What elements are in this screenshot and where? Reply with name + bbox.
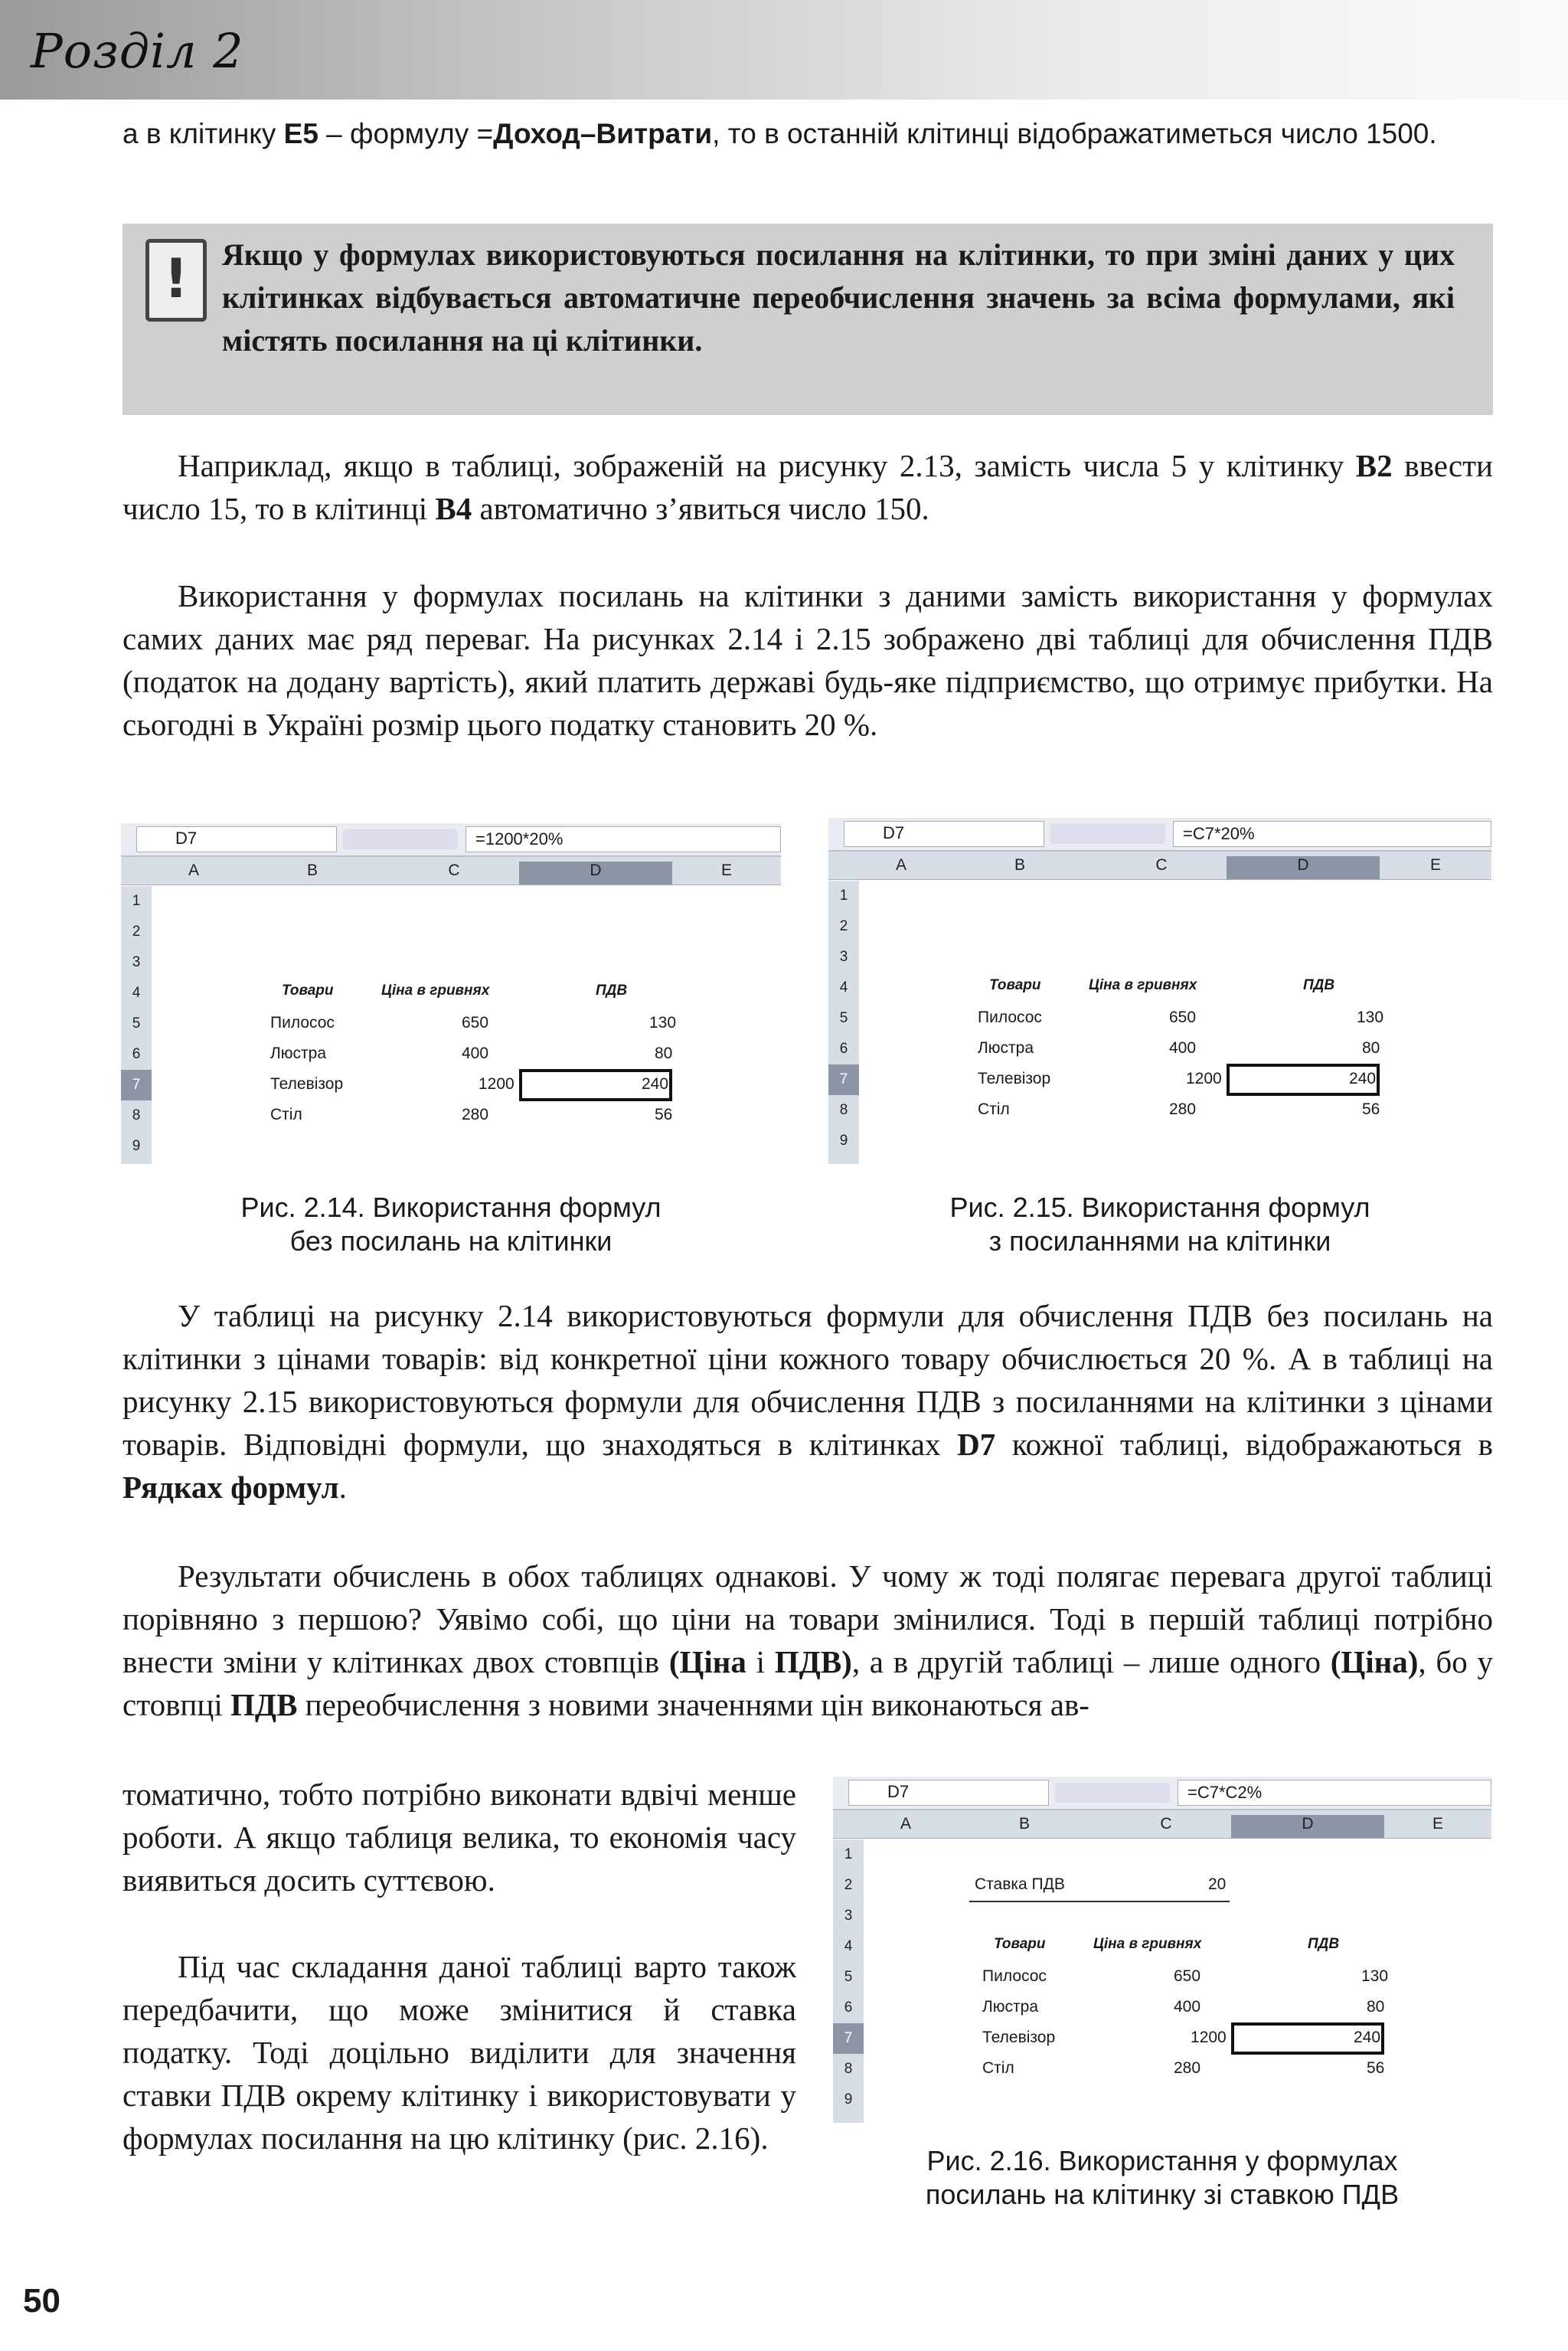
note-text: Якщо у формулах використовуються посилання на клітинки, то при зміні даних у цих клітинках відбувається автоматичне переобчислення значень за всіма формулами, які містять посилання на ці клітинки. — [222, 237, 1455, 358]
table-cell[interactable]: 280 — [1169, 1100, 1197, 1118]
row-header[interactable]: 1 — [839, 888, 848, 904]
row-header[interactable]: 6 — [844, 1999, 853, 2016]
row-header[interactable]: 3 — [132, 954, 141, 970]
paragraph-tax-rate: Під час складання даної таблиці варто також передбачити, що може змінитися й ставка податку. Тоді доцільно виділити для значення ставки ПДВ окрему клітинку і використовувати у формулах посилання на цю клітинку (рис. 2.16). — [122, 1949, 796, 2156]
row-header[interactable]: 3 — [839, 949, 848, 965]
column-header[interactable]: D — [1227, 856, 1380, 879]
table-cell[interactable]: 80 — [1367, 1998, 1385, 2016]
column-header[interactable]: D — [1231, 1815, 1384, 1838]
table-cell[interactable]: Ціна в гривнях — [1093, 1936, 1202, 1952]
table-cell[interactable]: Стіл — [270, 1106, 302, 1123]
name-box[interactable]: D7 — [848, 1780, 1049, 1806]
row-header[interactable]: 9 — [839, 1133, 848, 1149]
table-cell[interactable]: Стіл — [978, 1100, 1010, 1118]
spreadsheet-fig-2-16 — [833, 1777, 1491, 2123]
table-cell[interactable]: 20 — [1208, 1875, 1227, 1893]
column-header[interactable]: E — [720, 862, 732, 879]
row-header[interactable]: 5 — [132, 1015, 141, 1032]
row-header[interactable]: 4 — [839, 979, 848, 996]
row-header[interactable]: 8 — [844, 2061, 853, 2077]
row-header[interactable]: 8 — [839, 1102, 848, 1118]
paragraph-intro: а в клітинку Е5 – формулу =Доход–Витрати, то в останній клітинці відображатиметься число 1500. — [122, 118, 1437, 149]
paragraph-results: Результати обчислень в обох таблицях однакові. У чому ж тоді полягає перевага другої таблиці порівняно з першою? Уявімо собі, що ціни на товари змінилися. Тоді в першій таблиці потрібно внести зміни у клітинках двох стовпців (Ціна і ПДВ), а в другій таблиці – лише одного (Ціна), бо у стовпці ПДВ переобчислення з новими значеннями цін виконаються ав- — [122, 1558, 1493, 1722]
table-cell[interactable]: 130 — [1361, 1967, 1389, 1985]
table-cell[interactable]: 80 — [655, 1045, 673, 1062]
table-cell[interactable]: 240 — [1354, 2029, 1381, 2046]
table-cell[interactable]: 56 — [1367, 2059, 1385, 2077]
chapter-title: Розділ 2 — [31, 23, 244, 79]
fx-icon[interactable] — [343, 829, 458, 849]
table-cell[interactable]: 1200 — [1191, 2029, 1227, 2046]
row-header[interactable]: 7 — [833, 2023, 864, 2054]
column-header[interactable]: C — [1160, 1815, 1172, 1833]
table-cell[interactable]: ПДВ — [1303, 977, 1335, 993]
table-cell[interactable]: 130 — [1357, 1009, 1384, 1026]
column-header[interactable]: E — [1429, 856, 1441, 874]
row-header[interactable]: 2 — [839, 918, 848, 934]
table-cell: Ціна в гривнях — [381, 983, 490, 999]
row-header[interactable]: 2 — [132, 924, 141, 940]
row-header[interactable]: 2 — [844, 1877, 853, 1893]
table-cell[interactable]: ПДВ — [1308, 1936, 1340, 1952]
table-cell[interactable]: Люстра — [270, 1045, 327, 1062]
caption-fig-2-16: Рис. 2.16. Використання у формулах посилань на клітинку зі ставкою ПДВ — [925, 2145, 1400, 2210]
fx-icon[interactable] — [1050, 824, 1165, 844]
column-header[interactable]: B — [1014, 856, 1025, 874]
row-header[interactable]: 1 — [132, 893, 141, 909]
row-header[interactable]: 6 — [839, 1041, 848, 1057]
fx-icon[interactable] — [1055, 1783, 1170, 1803]
table-cell[interactable]: 56 — [1362, 1100, 1380, 1118]
column-header[interactable]: C — [1155, 856, 1168, 874]
column-header[interactable]: A — [900, 1815, 911, 1833]
row-header[interactable]: 4 — [132, 985, 141, 1001]
table-cell[interactable]: 1200 — [1186, 1070, 1222, 1087]
table-cell[interactable]: 1200 — [479, 1075, 514, 1093]
name-box[interactable]: D7 — [844, 821, 1044, 847]
row-header[interactable]: 3 — [844, 1908, 853, 1924]
caption-fig-2-14: Рис. 2.14. Використання формул без посилань на клітинки — [240, 1192, 662, 1257]
table-cell[interactable]: 400 — [462, 1045, 489, 1062]
table-cell[interactable]: Товари — [989, 977, 1041, 993]
name-box[interactable]: D7 — [136, 826, 337, 852]
row-header[interactable]: 6 — [132, 1046, 141, 1062]
table-cell[interactable]: 650 — [1174, 1967, 1201, 1985]
table-cell: ПДВ — [596, 983, 628, 999]
column-header[interactable]: A — [895, 856, 906, 874]
column-header[interactable]: A — [188, 862, 199, 879]
table-cell[interactable]: Люстра — [978, 1039, 1034, 1057]
row-header[interactable]: 7 — [828, 1064, 859, 1095]
formula-bar[interactable]: =1200*20% — [466, 826, 781, 852]
table-cell[interactable]: 240 — [642, 1075, 669, 1093]
caption-fig-2-15: Рис. 2.15. Використання формул з посиланнями на клітинки — [949, 1192, 1370, 1257]
table-cell[interactable]: Телевізор — [982, 2029, 1056, 2046]
table-cell[interactable]: Пилосос — [978, 1009, 1042, 1026]
row-header[interactable]: 9 — [844, 2091, 853, 2107]
row-header[interactable]: 1 — [844, 1846, 853, 1862]
table-cell[interactable]: Телевізор — [978, 1070, 1051, 1087]
paragraph-example: Наприклад, якщо в таблиці, зображеній на рисунку 2.13, замість числа 5 у клітинку В2 ввести число 15, то в клітинці В4 автоматично з’явиться число 150. — [122, 448, 1493, 526]
paragraph-comparison: У таблиці на рисунку 2.14 використовуються формули для обчислення ПДВ без посилань на клітинки з цінами товарів: від конкретної ціни кожного товару обчислюється 20 %. А в таблиці на рисунку 2.15 використовуються формули для обчислення ПДВ з посиланнями на клітинки з цінами товарів. Відповідні формули, що знаходяться в клітинках D7 кожної таблиці, відображаються в Рядках формул. — [122, 1298, 1493, 1505]
table-cell[interactable]: 80 — [1362, 1039, 1380, 1057]
exclamation-icon: ! — [145, 239, 207, 322]
table-cell[interactable]: Телевізор — [270, 1075, 344, 1093]
table-cell[interactable]: Пилосос — [982, 1967, 1047, 1985]
row-header[interactable]: 9 — [132, 1138, 141, 1154]
row-header[interactable]: 5 — [844, 1969, 853, 1985]
paragraph-savings: томатично, тобто потрібно виконати вдвічі менше роботи. А якщо таблиця велика, то економія часу виявиться досить суттєвою. — [122, 1777, 796, 1898]
formula-bar[interactable]: =C7*C2% — [1178, 1780, 1491, 1806]
table-cell[interactable]: 650 — [462, 1014, 489, 1032]
table-cell[interactable]: 400 — [1169, 1039, 1197, 1057]
table-cell[interactable]: 240 — [1349, 1070, 1377, 1087]
column-header[interactable]: D — [519, 862, 672, 884]
column-header[interactable]: C — [448, 862, 460, 879]
column-header[interactable]: B — [1018, 1815, 1030, 1833]
column-header[interactable]: E — [1432, 1815, 1443, 1833]
spreadsheet-fig-2-14 — [121, 823, 781, 1164]
formula-bar[interactable]: =C7*20% — [1173, 821, 1491, 847]
spreadsheet-fig-2-15 — [828, 818, 1491, 1164]
row-header[interactable]: 4 — [844, 1938, 853, 1954]
table-cell[interactable]: Ціна в гривнях — [1089, 977, 1197, 993]
table-cell: Товари — [282, 983, 334, 999]
table-cell[interactable]: 650 — [1169, 1009, 1197, 1026]
table-cell[interactable]: Ставка ПДВ — [975, 1875, 1065, 1893]
table-cell[interactable]: Люстра — [982, 1998, 1039, 2016]
table-cell[interactable]: Стіл — [982, 2059, 1014, 2077]
table-cell[interactable]: 280 — [462, 1106, 489, 1123]
row-header[interactable]: 5 — [839, 1010, 848, 1026]
row-header[interactable]: 7 — [121, 1070, 152, 1100]
table-cell[interactable]: 280 — [1174, 2059, 1201, 2077]
column-header[interactable]: B — [306, 862, 318, 879]
page-number: 50 — [23, 2282, 60, 2320]
table-cell[interactable]: Пилосос — [270, 1014, 335, 1032]
table-cell[interactable]: 400 — [1174, 1998, 1201, 2016]
table-cell[interactable]: Товари — [994, 1936, 1046, 1952]
paragraph-advantages: Використання у формулах посилань на клітинки з даними замість використання у формулах самих даних має ряд переваг. На рисунках 2.14 і 2.15 зображено дві таблиці для обчислення ПДВ (податок на додану вартість), який платить державі будь-яке підприємство, що отримує прибутки. На сьогодні в Україні розмір цього податку становить 20 %. — [122, 578, 1493, 742]
table-cell[interactable]: 56 — [655, 1106, 673, 1123]
chapter-header — [0, 0, 1568, 100]
row-header[interactable]: 8 — [132, 1107, 141, 1123]
table-cell[interactable]: 130 — [649, 1014, 677, 1032]
